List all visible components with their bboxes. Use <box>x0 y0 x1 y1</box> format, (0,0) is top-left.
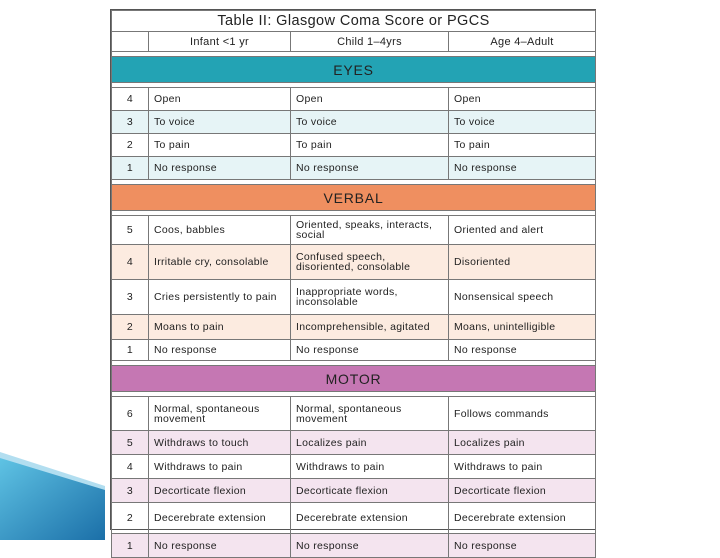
column-header-row <box>112 32 596 52</box>
score-cell: 2 <box>112 134 149 157</box>
score-cell: 3 <box>112 111 149 134</box>
score-cell: 5 <box>112 431 149 455</box>
child-cell: Normal, spontaneous movement <box>291 397 449 431</box>
child-cell: Decerebrate extension <box>291 503 449 534</box>
section-header-motor <box>112 366 596 392</box>
adult-cell: To pain <box>449 134 596 157</box>
adult-cell: Decorticate flexion <box>449 479 596 503</box>
adult-cell: Withdraws to pain <box>449 455 596 479</box>
infant-cell: No response <box>149 157 291 180</box>
child-cell: No response <box>291 534 449 558</box>
child-cell: To voice <box>291 111 449 134</box>
section-title-eyes: EYES <box>112 57 596 83</box>
score-cell: 3 <box>112 280 149 315</box>
section-header-verbal <box>112 185 596 211</box>
score-cell: 3 <box>112 479 149 503</box>
adult-cell: No response <box>449 534 596 558</box>
adult-cell: Nonsensical speech <box>449 280 596 315</box>
adult-cell: Decerebrate extension <box>449 503 596 534</box>
child-cell: No response <box>291 340 449 361</box>
child-cell: No response <box>291 157 449 180</box>
section-title-motor: MOTOR <box>112 366 596 392</box>
infant-cell: No response <box>149 340 291 361</box>
infant-cell: Normal, spontaneous movement <box>149 397 291 431</box>
table-row <box>112 479 596 503</box>
adult-cell: Localizes pain <box>449 431 596 455</box>
adult-cell: Oriented and alert <box>449 216 596 245</box>
table-row <box>112 157 596 180</box>
infant-cell: Decerebrate extension <box>149 503 291 534</box>
gcs-table <box>111 10 596 558</box>
gcs-table-body <box>112 11 596 558</box>
adult-cell: Follows commands <box>449 397 596 431</box>
section-title-verbal: VERBAL <box>112 185 596 211</box>
infant-cell: To voice <box>149 111 291 134</box>
table-row <box>112 397 596 431</box>
adult-cell: Moans, unintelligible <box>449 315 596 340</box>
score-cell: 1 <box>112 534 149 558</box>
table-row <box>112 280 596 315</box>
table-row <box>112 534 596 558</box>
infant-cell: Moans to pain <box>149 315 291 340</box>
table-title: Table II: Glasgow Coma Score or PGCS <box>112 11 596 32</box>
adult-cell: Open <box>449 88 596 111</box>
table-row <box>112 216 596 245</box>
adult-cell: Disoriented <box>449 245 596 280</box>
table-row <box>112 245 596 280</box>
column-header-adult: Age 4–Adult <box>449 32 596 52</box>
score-cell: 1 <box>112 157 149 180</box>
column-header-infant: Infant <1 yr <box>149 32 291 52</box>
child-cell: Inappropriate words, inconsolable <box>291 280 449 315</box>
column-header-score <box>112 32 149 52</box>
table-title-row <box>112 11 596 32</box>
infant-cell: Cries persistently to pain <box>149 280 291 315</box>
gcs-table-frame <box>110 9 596 552</box>
child-cell: Localizes pain <box>291 431 449 455</box>
child-cell: Decorticate flexion <box>291 479 449 503</box>
table-row <box>112 111 596 134</box>
table-row <box>112 315 596 340</box>
table-row <box>112 134 596 157</box>
section-header-eyes <box>112 57 596 83</box>
score-cell: 4 <box>112 455 149 479</box>
column-header-child: Child 1–4yrs <box>291 32 449 52</box>
infant-cell: Decorticate flexion <box>149 479 291 503</box>
child-cell: Withdraws to pain <box>291 455 449 479</box>
child-cell: Incomprehensible, agitated <box>291 315 449 340</box>
child-cell: Oriented, speaks, interacts, social <box>291 216 449 245</box>
score-cell: 5 <box>112 216 149 245</box>
infant-cell: Withdraws to pain <box>149 455 291 479</box>
adult-cell: No response <box>449 157 596 180</box>
adult-cell: No response <box>449 340 596 361</box>
table-row <box>112 455 596 479</box>
child-cell: Open <box>291 88 449 111</box>
score-cell: 4 <box>112 88 149 111</box>
infant-cell: Coos, babbles <box>149 216 291 245</box>
table-row <box>112 88 596 111</box>
score-cell: 1 <box>112 340 149 361</box>
infant-cell: Irritable cry, consolable <box>149 245 291 280</box>
infant-cell: No response <box>149 534 291 558</box>
score-cell: 2 <box>112 503 149 534</box>
infant-cell: Withdraws to touch <box>149 431 291 455</box>
table-row <box>112 431 596 455</box>
adult-cell: To voice <box>449 111 596 134</box>
child-cell: Confused speech, disoriented, consolable <box>291 245 449 280</box>
table-row <box>112 340 596 361</box>
child-cell: To pain <box>291 134 449 157</box>
infant-cell: To pain <box>149 134 291 157</box>
score-cell: 4 <box>112 245 149 280</box>
table-row <box>112 503 596 534</box>
infant-cell: Open <box>149 88 291 111</box>
score-cell: 6 <box>112 397 149 431</box>
score-cell: 2 <box>112 315 149 340</box>
